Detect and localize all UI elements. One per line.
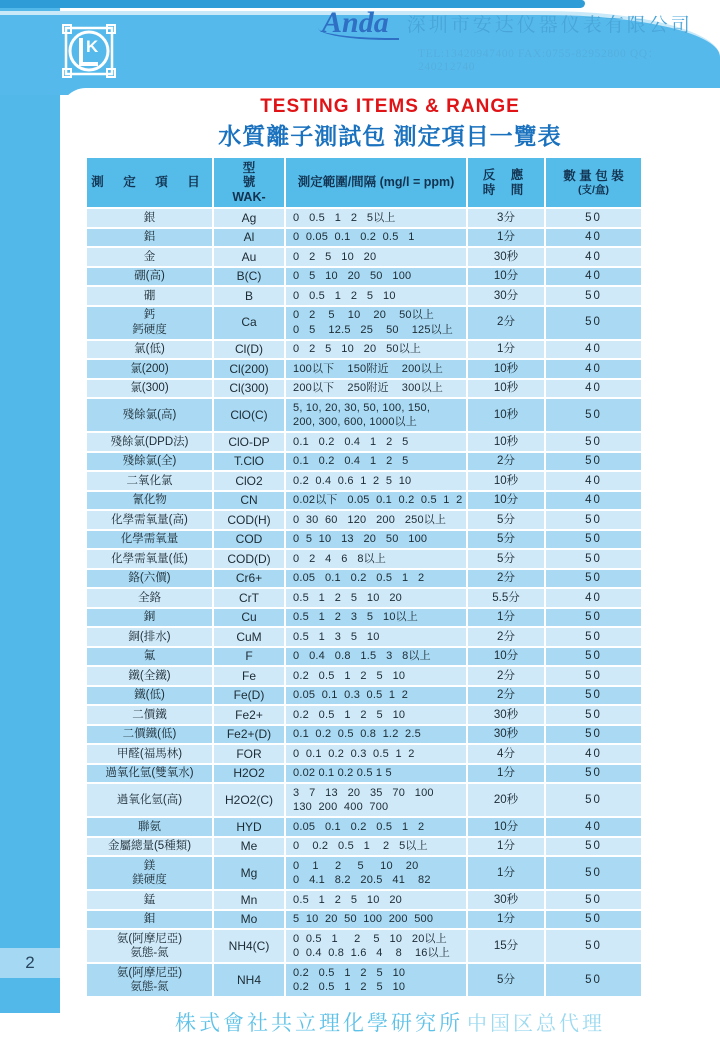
reaction-time-cell: 30分 bbox=[468, 287, 544, 305]
reaction-time-cell: 5分 bbox=[468, 531, 544, 549]
model-code-cell: Cr6+ bbox=[214, 570, 284, 588]
item-name-cell: 氯(200) bbox=[87, 360, 212, 378]
model-code-cell: ClO2 bbox=[214, 472, 284, 490]
model-code-cell: Ag bbox=[214, 209, 284, 227]
item-name-cell: 氯(300) bbox=[87, 380, 212, 398]
model-code-cell: Cl(300) bbox=[214, 380, 284, 398]
quantity-cell: 40 bbox=[546, 341, 641, 359]
reaction-time-cell: 20秒 bbox=[468, 784, 544, 816]
agency-name-cn: 中国区总代理 bbox=[467, 1013, 605, 1036]
reaction-time-cell: 2分 bbox=[468, 667, 544, 685]
item-name-cell: 硼(高) bbox=[87, 268, 212, 286]
range-cell: 0 0.5 1 2 5 10 bbox=[286, 287, 466, 305]
table-row bbox=[87, 964, 641, 996]
range-cell: 0 0.2 0.5 1 2 5以上 bbox=[286, 838, 466, 856]
table-row bbox=[87, 706, 641, 724]
quantity-cell: 50 bbox=[546, 964, 641, 996]
reaction-time-cell: 30秒 bbox=[468, 726, 544, 744]
page-number: 2 bbox=[0, 948, 60, 978]
reaction-time-cell: 10秒 bbox=[468, 433, 544, 451]
range-cell: 0.1 0.2 0.4 1 2 5 bbox=[286, 453, 466, 471]
range-cell: 0.2 0.5 1 2 5 10 bbox=[286, 667, 466, 685]
table-row bbox=[87, 667, 641, 685]
table-row bbox=[87, 380, 641, 398]
model-code-cell: B(C) bbox=[214, 268, 284, 286]
item-name-cell: 鉬 bbox=[87, 911, 212, 929]
range-cell: 0 0.5 1 2 5 10 20以上 0 0.4 0.8 1.6 4 8 16以上 bbox=[286, 930, 466, 962]
item-name-cell: 氰化物 bbox=[87, 492, 212, 510]
table-row bbox=[87, 745, 641, 763]
model-code-cell: T.ClO bbox=[214, 453, 284, 471]
table-row bbox=[87, 360, 641, 378]
header-range: 測定範圍/間隔 (mg/l = ppm) bbox=[286, 158, 466, 207]
quantity-cell: 50 bbox=[546, 891, 641, 909]
table-row bbox=[87, 891, 641, 909]
quantity-cell: 50 bbox=[546, 307, 641, 339]
range-cell: 0 30 60 120 200 250以上 bbox=[286, 511, 466, 529]
table-row bbox=[87, 765, 641, 783]
range-cell: 0.05 0.1 0.3 0.5 1 2 bbox=[286, 687, 466, 705]
model-code-cell: Mn bbox=[214, 891, 284, 909]
range-cell: 0.02以下 0.05 0.1 0.2 0.5 1 2 bbox=[286, 492, 466, 510]
reaction-time-cell: 2分 bbox=[468, 453, 544, 471]
model-code-cell: B bbox=[214, 287, 284, 305]
reaction-time-cell: 30秒 bbox=[468, 706, 544, 724]
range-cell: 0.05 0.1 0.2 0.5 1 2 bbox=[286, 818, 466, 836]
quantity-cell: 50 bbox=[546, 433, 641, 451]
item-name-cell: 銀 bbox=[87, 209, 212, 227]
table-row bbox=[87, 453, 641, 471]
quantity-cell: 50 bbox=[546, 531, 641, 549]
table-row bbox=[87, 609, 641, 627]
table-row bbox=[87, 341, 641, 359]
item-name-cell: 氨(阿摩尼亞) 氨態-氮 bbox=[87, 964, 212, 996]
quantity-cell: 50 bbox=[546, 287, 641, 305]
item-name-cell: 氨(阿摩尼亞) 氨態-氮 bbox=[87, 930, 212, 962]
range-cell: 0 1 2 5 10 20 0 4.1 8.2 20.5 41 82 bbox=[286, 857, 466, 889]
quantity-cell: 40 bbox=[546, 589, 641, 607]
reaction-time-cell: 10分 bbox=[468, 268, 544, 286]
table-header-row bbox=[87, 158, 641, 207]
reaction-time-cell: 2分 bbox=[468, 570, 544, 588]
reaction-time-cell: 2分 bbox=[468, 687, 544, 705]
item-name-cell: 錳 bbox=[87, 891, 212, 909]
item-name-cell: 二價鐵 bbox=[87, 706, 212, 724]
range-cell: 5, 10, 20, 30, 50, 100, 150, 200, 300, 600, 1000以上 bbox=[286, 399, 466, 431]
agency-name-jp: 株式會社共立理化學研究所 bbox=[175, 1011, 463, 1036]
quantity-cell: 50 bbox=[546, 930, 641, 962]
table-row bbox=[87, 687, 641, 705]
item-name-cell: 銅 bbox=[87, 609, 212, 627]
quantity-cell: 50 bbox=[546, 784, 641, 816]
quantity-cell: 50 bbox=[546, 911, 641, 929]
quantity-cell: 50 bbox=[546, 648, 641, 666]
model-code-cell: Fe2+ bbox=[214, 706, 284, 724]
item-name-cell: 化學需氧量 bbox=[87, 531, 212, 549]
table-row bbox=[87, 433, 641, 451]
table-row bbox=[87, 911, 641, 929]
content-card bbox=[60, 88, 720, 1036]
reaction-time-cell: 15分 bbox=[468, 930, 544, 962]
item-name-cell: 金 bbox=[87, 248, 212, 266]
range-cell: 0 5 10 20 50 100 bbox=[286, 268, 466, 286]
table-row bbox=[87, 784, 641, 816]
quantity-cell: 50 bbox=[546, 726, 641, 744]
model-code-cell: Cu bbox=[214, 609, 284, 627]
model-code-cell: Mg bbox=[214, 857, 284, 889]
quantity-cell: 50 bbox=[546, 857, 641, 889]
range-cell: 100以下 150附近 200以上 bbox=[286, 360, 466, 378]
model-code-cell: COD(H) bbox=[214, 511, 284, 529]
model-code-cell: Fe bbox=[214, 667, 284, 685]
range-cell: 0.1 0.2 0.5 0.8 1.2 2.5 bbox=[286, 726, 466, 744]
item-name-cell: 聯氨 bbox=[87, 818, 212, 836]
reaction-time-cell: 5分 bbox=[468, 964, 544, 996]
quantity-cell: 40 bbox=[546, 380, 641, 398]
reaction-time-cell: 5分 bbox=[468, 550, 544, 568]
quantity-cell: 50 bbox=[546, 628, 641, 646]
reaction-time-cell: 10秒 bbox=[468, 399, 544, 431]
quantity-cell: 40 bbox=[546, 229, 641, 247]
item-name-cell: 鐵(低) bbox=[87, 687, 212, 705]
item-name-cell: 殘餘氯(DPD法) bbox=[87, 433, 212, 451]
model-code-cell: Al bbox=[214, 229, 284, 247]
reaction-time-cell: 1分 bbox=[468, 609, 544, 627]
item-name-cell: 氟 bbox=[87, 648, 212, 666]
model-code-cell: CrT bbox=[214, 589, 284, 607]
item-name-cell: 過氧化氫(雙氧水) bbox=[87, 765, 212, 783]
table-row bbox=[87, 930, 641, 962]
table-row bbox=[87, 838, 641, 856]
quantity-cell: 40 bbox=[546, 248, 641, 266]
item-name-cell: 殘餘氯(全) bbox=[87, 453, 212, 471]
reaction-time-cell: 1分 bbox=[468, 911, 544, 929]
range-cell: 0 2 5 10 20 bbox=[286, 248, 466, 266]
range-cell: 0.2 0.5 1 2 5 10 bbox=[286, 706, 466, 724]
table-row bbox=[87, 570, 641, 588]
contact-line: TEL:13420947400 FAX:0755-82952800 QQ：240212740 bbox=[418, 48, 660, 73]
model-code-cell: HYD bbox=[214, 818, 284, 836]
range-cell: 0.2 0.4 0.6 1 2 5 10 bbox=[286, 472, 466, 490]
page-title-en: TESTING ITEMS & RANGE bbox=[260, 96, 520, 117]
header-model: 型 號 WAK- bbox=[214, 158, 284, 207]
quantity-cell: 50 bbox=[546, 399, 641, 431]
quantity-cell: 50 bbox=[546, 511, 641, 529]
table-row bbox=[87, 229, 641, 247]
table-row bbox=[87, 209, 641, 227]
reaction-time-cell: 10秒 bbox=[468, 472, 544, 490]
quantity-cell: 40 bbox=[546, 492, 641, 510]
table-row bbox=[87, 492, 641, 510]
table-row bbox=[87, 726, 641, 744]
table-row bbox=[87, 268, 641, 286]
model-code-cell: Ca bbox=[214, 307, 284, 339]
reaction-time-cell: 1分 bbox=[468, 341, 544, 359]
model-code-cell: NH4(C) bbox=[214, 930, 284, 962]
reaction-time-cell: 10分 bbox=[468, 648, 544, 666]
model-code-cell: Mo bbox=[214, 911, 284, 929]
model-code-cell: H2O2 bbox=[214, 765, 284, 783]
left-blue-strip bbox=[0, 0, 60, 1013]
model-code-cell: F bbox=[214, 648, 284, 666]
item-name-cell: 過氧化氫(高) bbox=[87, 784, 212, 816]
range-cell: 0.2 0.5 1 2 5 10 0.2 0.5 1 2 5 10 bbox=[286, 964, 466, 996]
testing-items-table bbox=[85, 156, 643, 998]
table-row bbox=[87, 857, 641, 889]
model-code-cell: Fe(D) bbox=[214, 687, 284, 705]
reaction-time-cell: 10秒 bbox=[468, 380, 544, 398]
brand-header bbox=[318, 4, 714, 73]
quantity-cell: 40 bbox=[546, 818, 641, 836]
reaction-time-cell: 2分 bbox=[468, 628, 544, 646]
quantity-cell: 40 bbox=[546, 472, 641, 490]
reaction-time-cell: 1分 bbox=[468, 838, 544, 856]
footer-agency bbox=[60, 1007, 720, 1037]
table-row bbox=[87, 550, 641, 568]
range-cell: 0.5 1 2 5 10 20 bbox=[286, 589, 466, 607]
page-title-zh: 水質離子測試包 測定項目一覽表 bbox=[218, 123, 562, 149]
range-cell: 0 5 10 13 20 50 100 bbox=[286, 531, 466, 549]
quantity-cell: 50 bbox=[546, 550, 641, 568]
model-code-cell: Me bbox=[214, 838, 284, 856]
item-name-cell: 化學需氧量(低) bbox=[87, 550, 212, 568]
item-name-cell: 鎂 鎂硬度 bbox=[87, 857, 212, 889]
model-code-cell: Cl(D) bbox=[214, 341, 284, 359]
model-code-cell: COD bbox=[214, 531, 284, 549]
item-name-cell: 全鉻 bbox=[87, 589, 212, 607]
model-code-cell: FOR bbox=[214, 745, 284, 763]
model-code-cell: NH4 bbox=[214, 964, 284, 996]
reaction-time-cell: 1分 bbox=[468, 857, 544, 889]
quantity-cell: 40 bbox=[546, 360, 641, 378]
range-cell: 0 2 5 10 20 50以上 0 5 12.5 25 50 125以上 bbox=[286, 307, 466, 339]
header-qty: 數 量 包 裝 (支/盒) bbox=[546, 158, 641, 207]
range-cell: 0 0.1 0.2 0.3 0.5 1 2 bbox=[286, 745, 466, 763]
quantity-cell: 50 bbox=[546, 209, 641, 227]
table-row bbox=[87, 648, 641, 666]
model-code-cell: COD(D) bbox=[214, 550, 284, 568]
reaction-time-cell: 10分 bbox=[468, 492, 544, 510]
reaction-time-cell: 1分 bbox=[468, 765, 544, 783]
range-cell: 0 0.4 0.8 1.5 3 8以上 bbox=[286, 648, 466, 666]
model-code-cell: CN bbox=[214, 492, 284, 510]
range-cell: 0.5 1 3 5 10 bbox=[286, 628, 466, 646]
range-cell: 0 0.05 0.1 0.2 0.5 1 bbox=[286, 229, 466, 247]
item-name-cell: 殘餘氯(高) bbox=[87, 399, 212, 431]
range-cell: 5 10 20 50 100 200 500 bbox=[286, 911, 466, 929]
quantity-cell: 50 bbox=[546, 706, 641, 724]
item-name-cell: 鐵(全鐵) bbox=[87, 667, 212, 685]
header-item: 測 定 項 目 bbox=[87, 158, 212, 207]
quantity-cell: 50 bbox=[546, 570, 641, 588]
range-cell: 0.1 0.2 0.4 1 2 5 bbox=[286, 433, 466, 451]
table-row bbox=[87, 307, 641, 339]
model-code-cell: Cl(200) bbox=[214, 360, 284, 378]
quantity-cell: 50 bbox=[546, 609, 641, 627]
quantity-cell: 50 bbox=[546, 687, 641, 705]
item-name-cell: 二氧化氯 bbox=[87, 472, 212, 490]
table-row bbox=[87, 399, 641, 431]
model-code-cell: H2O2(C) bbox=[214, 784, 284, 816]
item-name-cell: 甲醛(福馬林) bbox=[87, 745, 212, 763]
reaction-time-cell: 4分 bbox=[468, 745, 544, 763]
reaction-time-cell: 2分 bbox=[468, 307, 544, 339]
test-items-body bbox=[87, 209, 641, 996]
range-cell: 3 7 13 20 35 70 100 130 200 400 700 bbox=[286, 784, 466, 816]
item-name-cell: 銅(排水) bbox=[87, 628, 212, 646]
reaction-time-cell: 10分 bbox=[468, 818, 544, 836]
table-row bbox=[87, 472, 641, 490]
svg-text:K: K bbox=[86, 37, 99, 56]
reaction-time-cell: 5分 bbox=[468, 511, 544, 529]
item-name-cell: 硼 bbox=[87, 287, 212, 305]
company-name: 深圳市安达仪器仪表有限公司 bbox=[406, 15, 693, 36]
reaction-time-cell: 1分 bbox=[468, 229, 544, 247]
reaction-time-cell: 30秒 bbox=[468, 891, 544, 909]
table-row bbox=[87, 511, 641, 529]
item-name-cell: 金屬總量(5種類) bbox=[87, 838, 212, 856]
table-row bbox=[87, 531, 641, 549]
model-code-cell: ClO-DP bbox=[214, 433, 284, 451]
quantity-cell: 40 bbox=[546, 745, 641, 763]
quantity-cell: 40 bbox=[546, 268, 641, 286]
anda-logo: Anda bbox=[318, 4, 399, 40]
table-row bbox=[87, 628, 641, 646]
range-cell: 0.05 0.1 0.2 0.5 1 2 bbox=[286, 570, 466, 588]
quantity-cell: 50 bbox=[546, 667, 641, 685]
item-name-cell: 鋁 bbox=[87, 229, 212, 247]
table-row bbox=[87, 818, 641, 836]
range-cell: 0.5 1 2 3 5 10以上 bbox=[286, 609, 466, 627]
reaction-time-cell: 5.5分 bbox=[468, 589, 544, 607]
model-code-cell: Fe2+(D) bbox=[214, 726, 284, 744]
table-row bbox=[87, 287, 641, 305]
model-code-cell: ClO(C) bbox=[214, 399, 284, 431]
quantity-cell: 50 bbox=[546, 453, 641, 471]
range-cell: 0 2 4 6 8以上 bbox=[286, 550, 466, 568]
lk-logo-icon bbox=[62, 24, 116, 83]
reaction-time-cell: 3分 bbox=[468, 209, 544, 227]
item-name-cell: 鉻(六價) bbox=[87, 570, 212, 588]
item-name-cell: 二價鐵(低) bbox=[87, 726, 212, 744]
table-row bbox=[87, 248, 641, 266]
header-time: 反 應 時 間 bbox=[468, 158, 544, 207]
range-cell: 0.5 1 2 5 10 20 bbox=[286, 891, 466, 909]
range-cell: 0 0.5 1 2 5以上 bbox=[286, 209, 466, 227]
item-name-cell: 化學需氧量(高) bbox=[87, 511, 212, 529]
quantity-cell: 50 bbox=[546, 765, 641, 783]
item-name-cell: 鈣 鈣硬度 bbox=[87, 307, 212, 339]
table-row bbox=[87, 589, 641, 607]
model-code-cell: Au bbox=[214, 248, 284, 266]
range-cell: 200以下 250附近 300以上 bbox=[286, 380, 466, 398]
reaction-time-cell: 30秒 bbox=[468, 248, 544, 266]
range-cell: 0 2 5 10 20 50以上 bbox=[286, 341, 466, 359]
reaction-time-cell: 10秒 bbox=[468, 360, 544, 378]
quantity-cell: 50 bbox=[546, 838, 641, 856]
item-name-cell: 氯(低) bbox=[87, 341, 212, 359]
model-code-cell: CuM bbox=[214, 628, 284, 646]
range-cell: 0.02 0.1 0.2 0.5 1 5 bbox=[286, 765, 466, 783]
